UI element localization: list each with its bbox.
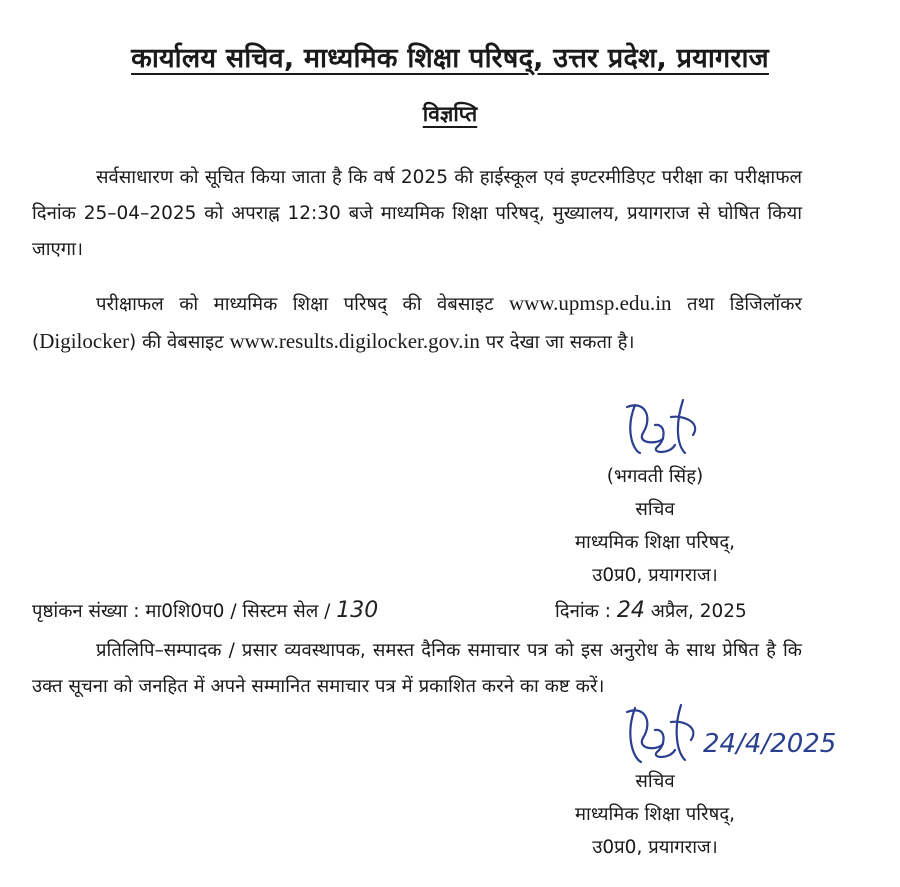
date-handwritten-day: 24 bbox=[616, 598, 645, 623]
office-title: कार्यालय सचिव, माध्यमिक शिक्षा परिषद्, उत्तर प्रदेश, प्रयागराज bbox=[131, 43, 769, 74]
upmsp-url: www.upmsp.edu.in bbox=[509, 291, 672, 315]
paragraph-text: तथा डिजिलॉकर ( bbox=[32, 294, 802, 353]
signatory-name: (भगवती सिंह) bbox=[606, 466, 704, 487]
signatory-block-2 bbox=[540, 765, 770, 864]
handwritten-date: 24/4/2025 bbox=[703, 729, 837, 759]
digilocker-name: Digilocker bbox=[39, 329, 130, 353]
signatory2-location: उ0प्र0, प्रयागराज। bbox=[592, 837, 718, 858]
paragraph-text: ) की वेबसाइट bbox=[129, 332, 230, 353]
signatory2-board: माध्यमिक शिक्षा परिषद्, bbox=[574, 804, 736, 825]
date-month-year: अप्रैल, 2025 bbox=[644, 601, 747, 622]
signatory-designation: सचिव bbox=[635, 499, 675, 520]
reference-handwritten-number: 130 bbox=[336, 598, 379, 623]
handwritten-signature bbox=[605, 395, 715, 460]
paragraph-announcement: सर्वसाधारण को सूचित किया जाता है कि वर्ष 2025 की हाईस्कूल एवं इण्टरमीडिएट परीक्षा का परीक्षाफल दिनांक 25–04–2025 को अपराह्न 12:30 बजे माध्यमिक शिक्षा परिषद्, मुख्यालय, प्रयागराज से घोषित किया जाएगा। bbox=[32, 167, 802, 260]
signatory-block bbox=[540, 460, 770, 592]
date-label: दिनांक : bbox=[555, 601, 617, 622]
signatory-board: माध्यमिक शिक्षा परिषद्, bbox=[574, 532, 736, 553]
reference-label: पृष्ठांकन संख्या : मा0शि0प0 / सिस्टम सेल / bbox=[32, 601, 337, 622]
signatory-location: उ0प्र0, प्रयागराज। bbox=[592, 565, 718, 586]
reference-number bbox=[32, 598, 378, 623]
digilocker-url: www.results.digilocker.gov.in bbox=[229, 329, 480, 353]
reference-date bbox=[555, 598, 747, 623]
paragraph-text: परीक्षाफल को माध्यमिक शिक्षा परिषद् की वेबसाइट bbox=[96, 294, 510, 315]
handwritten-signature-dated bbox=[615, 700, 845, 770]
paragraph-copy: प्रतिलिपि–सम्पादक / प्रसार व्यवस्थापक, समस्त दैनिक समाचार पत्र को इस अनुरोध के साथ प्रेषित है कि उक्त सूचना को जनहित में अपने सम्मानित समाचार पत्र में प्रकाशित करने का कष्ट करें। bbox=[32, 640, 802, 697]
signatory2-designation: सचिव bbox=[635, 771, 675, 792]
paragraph-text: पर देखा जा सकता है। bbox=[479, 332, 635, 353]
paragraph-websites bbox=[32, 285, 802, 361]
notice-heading: विज्ञप्ति bbox=[422, 102, 478, 126]
